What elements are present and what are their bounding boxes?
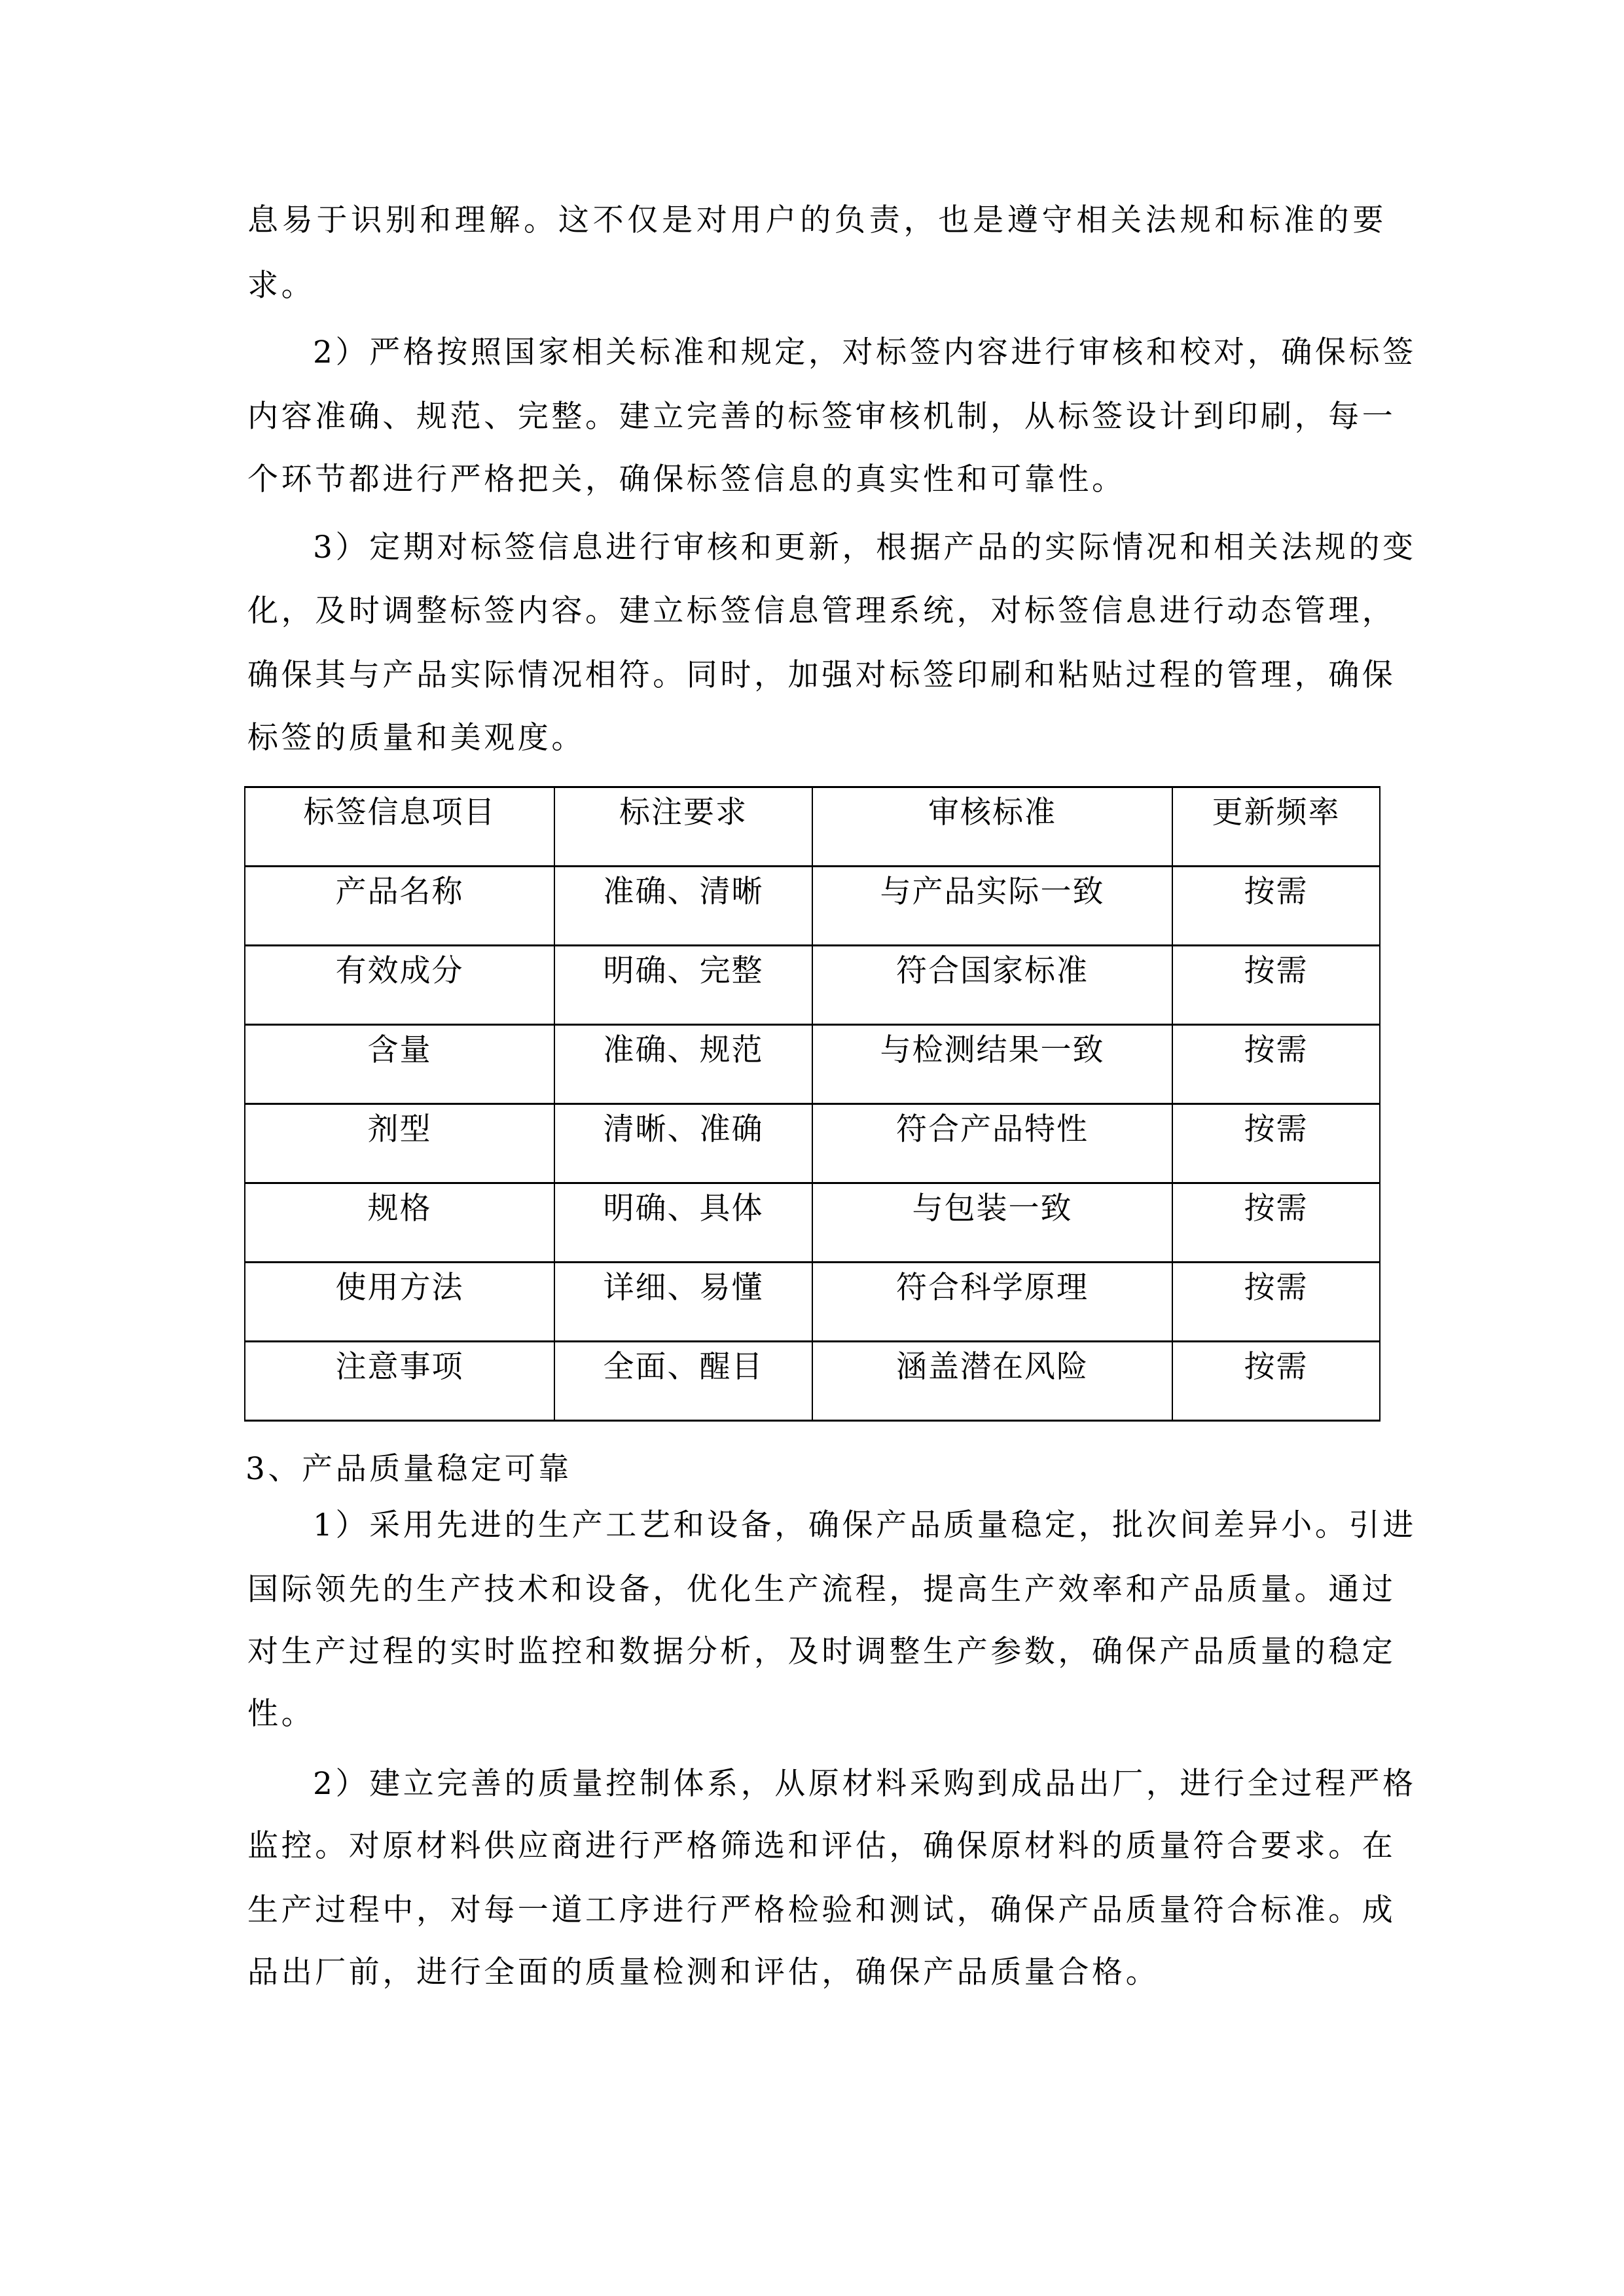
table-cell: 按需 xyxy=(1172,1183,1380,1263)
table-cell: 按需 xyxy=(1172,1104,1380,1183)
table-cell: 有效成分 xyxy=(245,946,554,1025)
list-item-3-line: 化，及时调整标签内容。建立标签信息管理系统，对标签信息进行动态管理， xyxy=(247,593,1396,629)
table-cell: 清晰、准确 xyxy=(554,1104,812,1183)
list-item-3-line: 3）定期对标签信息进行审核和更新，根据产品的实际情况和相关法规的变 xyxy=(313,529,1416,565)
table-cell: 按需 xyxy=(1172,1342,1380,1421)
quality-item-2-line: 监控。对原材料供应商进行严格筛选和评估，确保原材料的质量符合要求。在 xyxy=(247,1828,1396,1864)
table-header-cell: 标注要求 xyxy=(554,787,812,867)
table-cell: 与包装一致 xyxy=(812,1183,1172,1263)
quality-item-1-line: 性。 xyxy=(247,1696,316,1732)
table-cell: 明确、具体 xyxy=(554,1183,812,1263)
table-cell: 明确、完整 xyxy=(554,946,812,1025)
label-info-table xyxy=(244,786,1380,1422)
quality-item-2-line: 品出厂前，进行全面的质量检测和评估，确保产品质量合格。 xyxy=(247,1954,1160,1990)
table-cell: 符合产品特性 xyxy=(812,1104,1172,1183)
list-item-3-line: 确保其与产品实际情况相符。同时，加强对标签印刷和粘贴过程的管理，确保 xyxy=(247,657,1396,693)
table-cell: 按需 xyxy=(1172,1263,1380,1342)
table-row xyxy=(245,1183,1380,1263)
table-header-cell: 审核标准 xyxy=(812,787,1172,867)
quality-item-1-line: 1）采用先进的生产工艺和设备，确保产品质量稳定，批次间差异小。引进 xyxy=(313,1507,1416,1543)
table-row xyxy=(245,1025,1380,1104)
table-cell: 剂型 xyxy=(245,1104,554,1183)
table-cell: 按需 xyxy=(1172,867,1380,946)
table-cell: 与检测结果一致 xyxy=(812,1025,1172,1104)
table-cell: 符合国家标准 xyxy=(812,946,1172,1025)
table-cell: 使用方法 xyxy=(245,1263,554,1342)
table-cell: 含量 xyxy=(245,1025,554,1104)
table-cell: 规格 xyxy=(245,1183,554,1263)
table-cell: 全面、醒目 xyxy=(554,1342,812,1421)
table-row xyxy=(245,946,1380,1025)
table-row xyxy=(245,1104,1380,1183)
table-header-row xyxy=(245,787,1380,867)
list-item-2-line: 个环节都进行严格把关，确保标签信息的真实性和可靠性。 xyxy=(247,461,1126,497)
table-row xyxy=(245,867,1380,946)
table-cell: 注意事项 xyxy=(245,1342,554,1421)
quality-item-2-line: 生产过程中，对每一道工序进行严格检验和测试，确保产品质量符合标准。成 xyxy=(247,1892,1396,1928)
list-item-2-line: 2）严格按照国家相关标准和规定，对标签内容进行审核和校对，确保标签 xyxy=(313,334,1416,370)
table-cell: 符合科学原理 xyxy=(812,1263,1172,1342)
paragraph-line: 息易于识别和理解。这不仅是对用户的负责，也是遵守相关法规和标准的要 xyxy=(247,202,1386,238)
table-row xyxy=(245,1263,1380,1342)
table-cell: 按需 xyxy=(1172,1025,1380,1104)
section-heading: 3、产品质量稳定可靠 xyxy=(245,1451,572,1487)
table-cell: 准确、规范 xyxy=(554,1025,812,1104)
table-cell: 涵盖潜在风险 xyxy=(812,1342,1172,1421)
quality-item-1-line: 对生产过程的实时监控和数据分析，及时调整生产参数，确保产品质量的稳定 xyxy=(247,1634,1396,1670)
table-row xyxy=(245,1342,1380,1421)
list-item-3-line: 标签的质量和美观度。 xyxy=(247,720,585,756)
table-header-cell: 更新频率 xyxy=(1172,787,1380,867)
list-item-2-line: 内容准确、规范、完整。建立完善的标签审核机制，从标签设计到印刷，每一 xyxy=(247,399,1396,435)
table-cell: 准确、清晰 xyxy=(554,867,812,946)
table-cell: 按需 xyxy=(1172,946,1380,1025)
quality-item-1-line: 国际领先的生产技术和设备，优化生产流程，提高生产效率和产品质量。通过 xyxy=(247,1571,1396,1607)
paragraph-line: 求。 xyxy=(247,268,316,304)
table-header-cell: 标签信息项目 xyxy=(245,787,554,867)
quality-item-2-line: 2）建立完善的质量控制体系，从原材料采购到成品出厂，进行全过程严格 xyxy=(313,1766,1416,1802)
table-cell: 与产品实际一致 xyxy=(812,867,1172,946)
table-cell: 详细、易懂 xyxy=(554,1263,812,1342)
table-cell: 产品名称 xyxy=(245,867,554,946)
